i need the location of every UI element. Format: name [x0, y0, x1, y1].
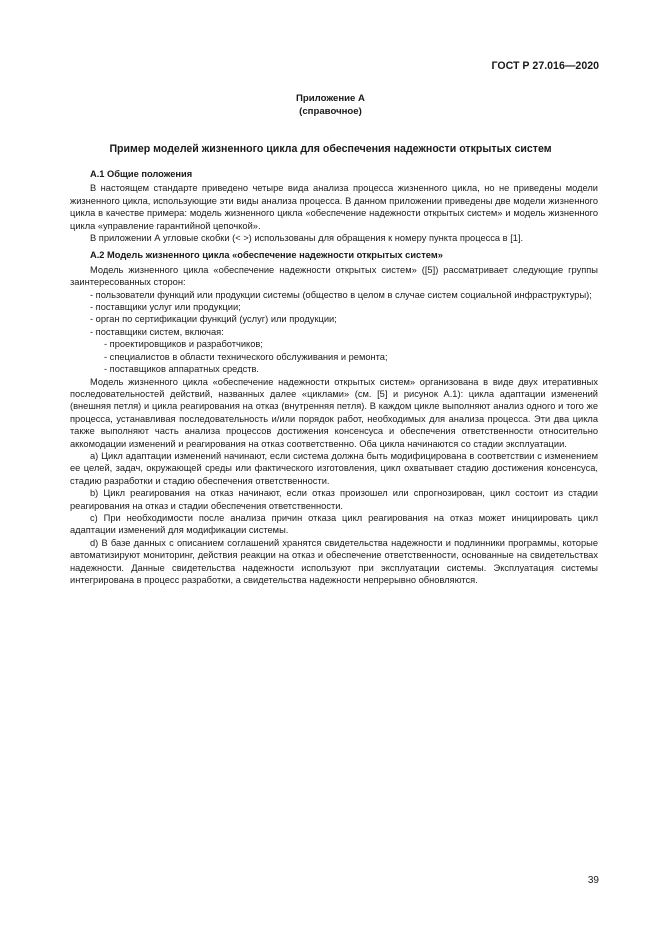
standard-id: ГОСТ Р 27.016—2020 [491, 60, 599, 72]
list-item: - поставщики систем, включая: [90, 326, 224, 337]
enumerated-item-c: c) При необходимости после анализа причин отказа цикл реагирования на отказ может инициировать цикл адаптации изменений для модификации системы. [70, 512, 598, 536]
document-body [70, 166, 598, 586]
section-a2-heading: А.2 Модель жизненного цикла «обеспечение надежности открытых систем» [90, 250, 443, 261]
annex-title: Приложение А [296, 93, 365, 104]
list-item: - орган по сертификации функций (услуг) или продукции; [90, 314, 337, 325]
page-number: 39 [587, 875, 599, 886]
list-item: - поставщики услуг или продукции; [90, 302, 241, 313]
section-a1-paragraph-1: В настоящем стандарте приведено четыре вида анализа процесса жизненного цикла, но не приведены модели жизненного цикла, использующие эти виды анализа процесса. В данном приложении приведены две модели жизненного цикла в качестве примера: модель жизненного цикла «обеспечение надежности открытых систем» и модель жизненного цикла «управление гарантийной цепочкой». [70, 183, 598, 231]
annex-heading [0, 93, 661, 118]
section-a1-heading: А.1 Общие положения [90, 169, 193, 179]
sublist-item: - поставщиков аппаратных средств. [104, 364, 259, 375]
section-a2-paragraph-1: Модель жизненного цикла «обеспечение надежности открытых систем» ([5]) рассматривает следующие группы заинтересованных сторон: [70, 264, 598, 288]
enumerated-item-a: a) Цикл адаптации изменений начинают, если система должна быть модифицирована в соответствии с изменением ее целей, задач, окружающей среды или фактического изготовления, цикл охватывает стадию достижения консенсуса, стадию разработки и стадию обеспечения ответственности. [70, 450, 598, 486]
list-item: - пользователи функций или продукции системы (общество в целом в случае систем социальной инфраструктуры); [90, 289, 592, 300]
annex-subtitle: (справочное) [299, 105, 362, 117]
sublist-item: - проектировщиков и разработчиков; [104, 339, 263, 350]
enumerated-item-d: d) В базе данных с описанием соглашений хранятся свидетельства надежности и подлинники программы, которые автоматизируют мониторинг, действия реакции на отказ и обеспечение ответственности, основанные на свидетельствах надежности. Данные свидетельства надежности используют при эксплуатации системы. Эксплуатация системы интегрирована в процесс разработки, а свидетельства надежности непрерывно обновляются. [70, 537, 598, 585]
sublist-item: - специалистов в области технического обслуживания и ремонта; [104, 351, 388, 362]
section-a1-paragraph-2: В приложении А угловые скобки (< >) использованы для обращения к номеру пункта процесса в [1]. [90, 233, 524, 244]
enumerated-item-b: b) Цикл реагирования на отказ начинают, если отказ произошел или спрогнозирован, цикл состоит из стадии реагирования на отказ и стадии обеспечения ответственности. [70, 488, 598, 511]
main-title: Пример моделей жизненного цикла для обеспечения надежности открытых систем [109, 143, 552, 155]
section-a2-paragraph-2: Модель жизненного цикла «обеспечение надежности открытых систем» организована в виде двух итеративных последовательностей действий, названных далее «циклами» (см. [5] и рисунок А.1): цикла адаптации изменений (внешняя петля) и цикла реагирования на отказ (внутренняя петля). В каждом цикле выполняют анализ одного и того же процесса, устанавливая последовательность и/или порядок работ, необходимых для анализа процесса. Эти два цикла также выполняют часть анализа процессов достижения консенсуса и обеспечения ответственности относительно аккомодации изменений и реагирования на отказ соответственно. Оба цикла начинаются со стадии эксплуатации. [70, 376, 598, 449]
